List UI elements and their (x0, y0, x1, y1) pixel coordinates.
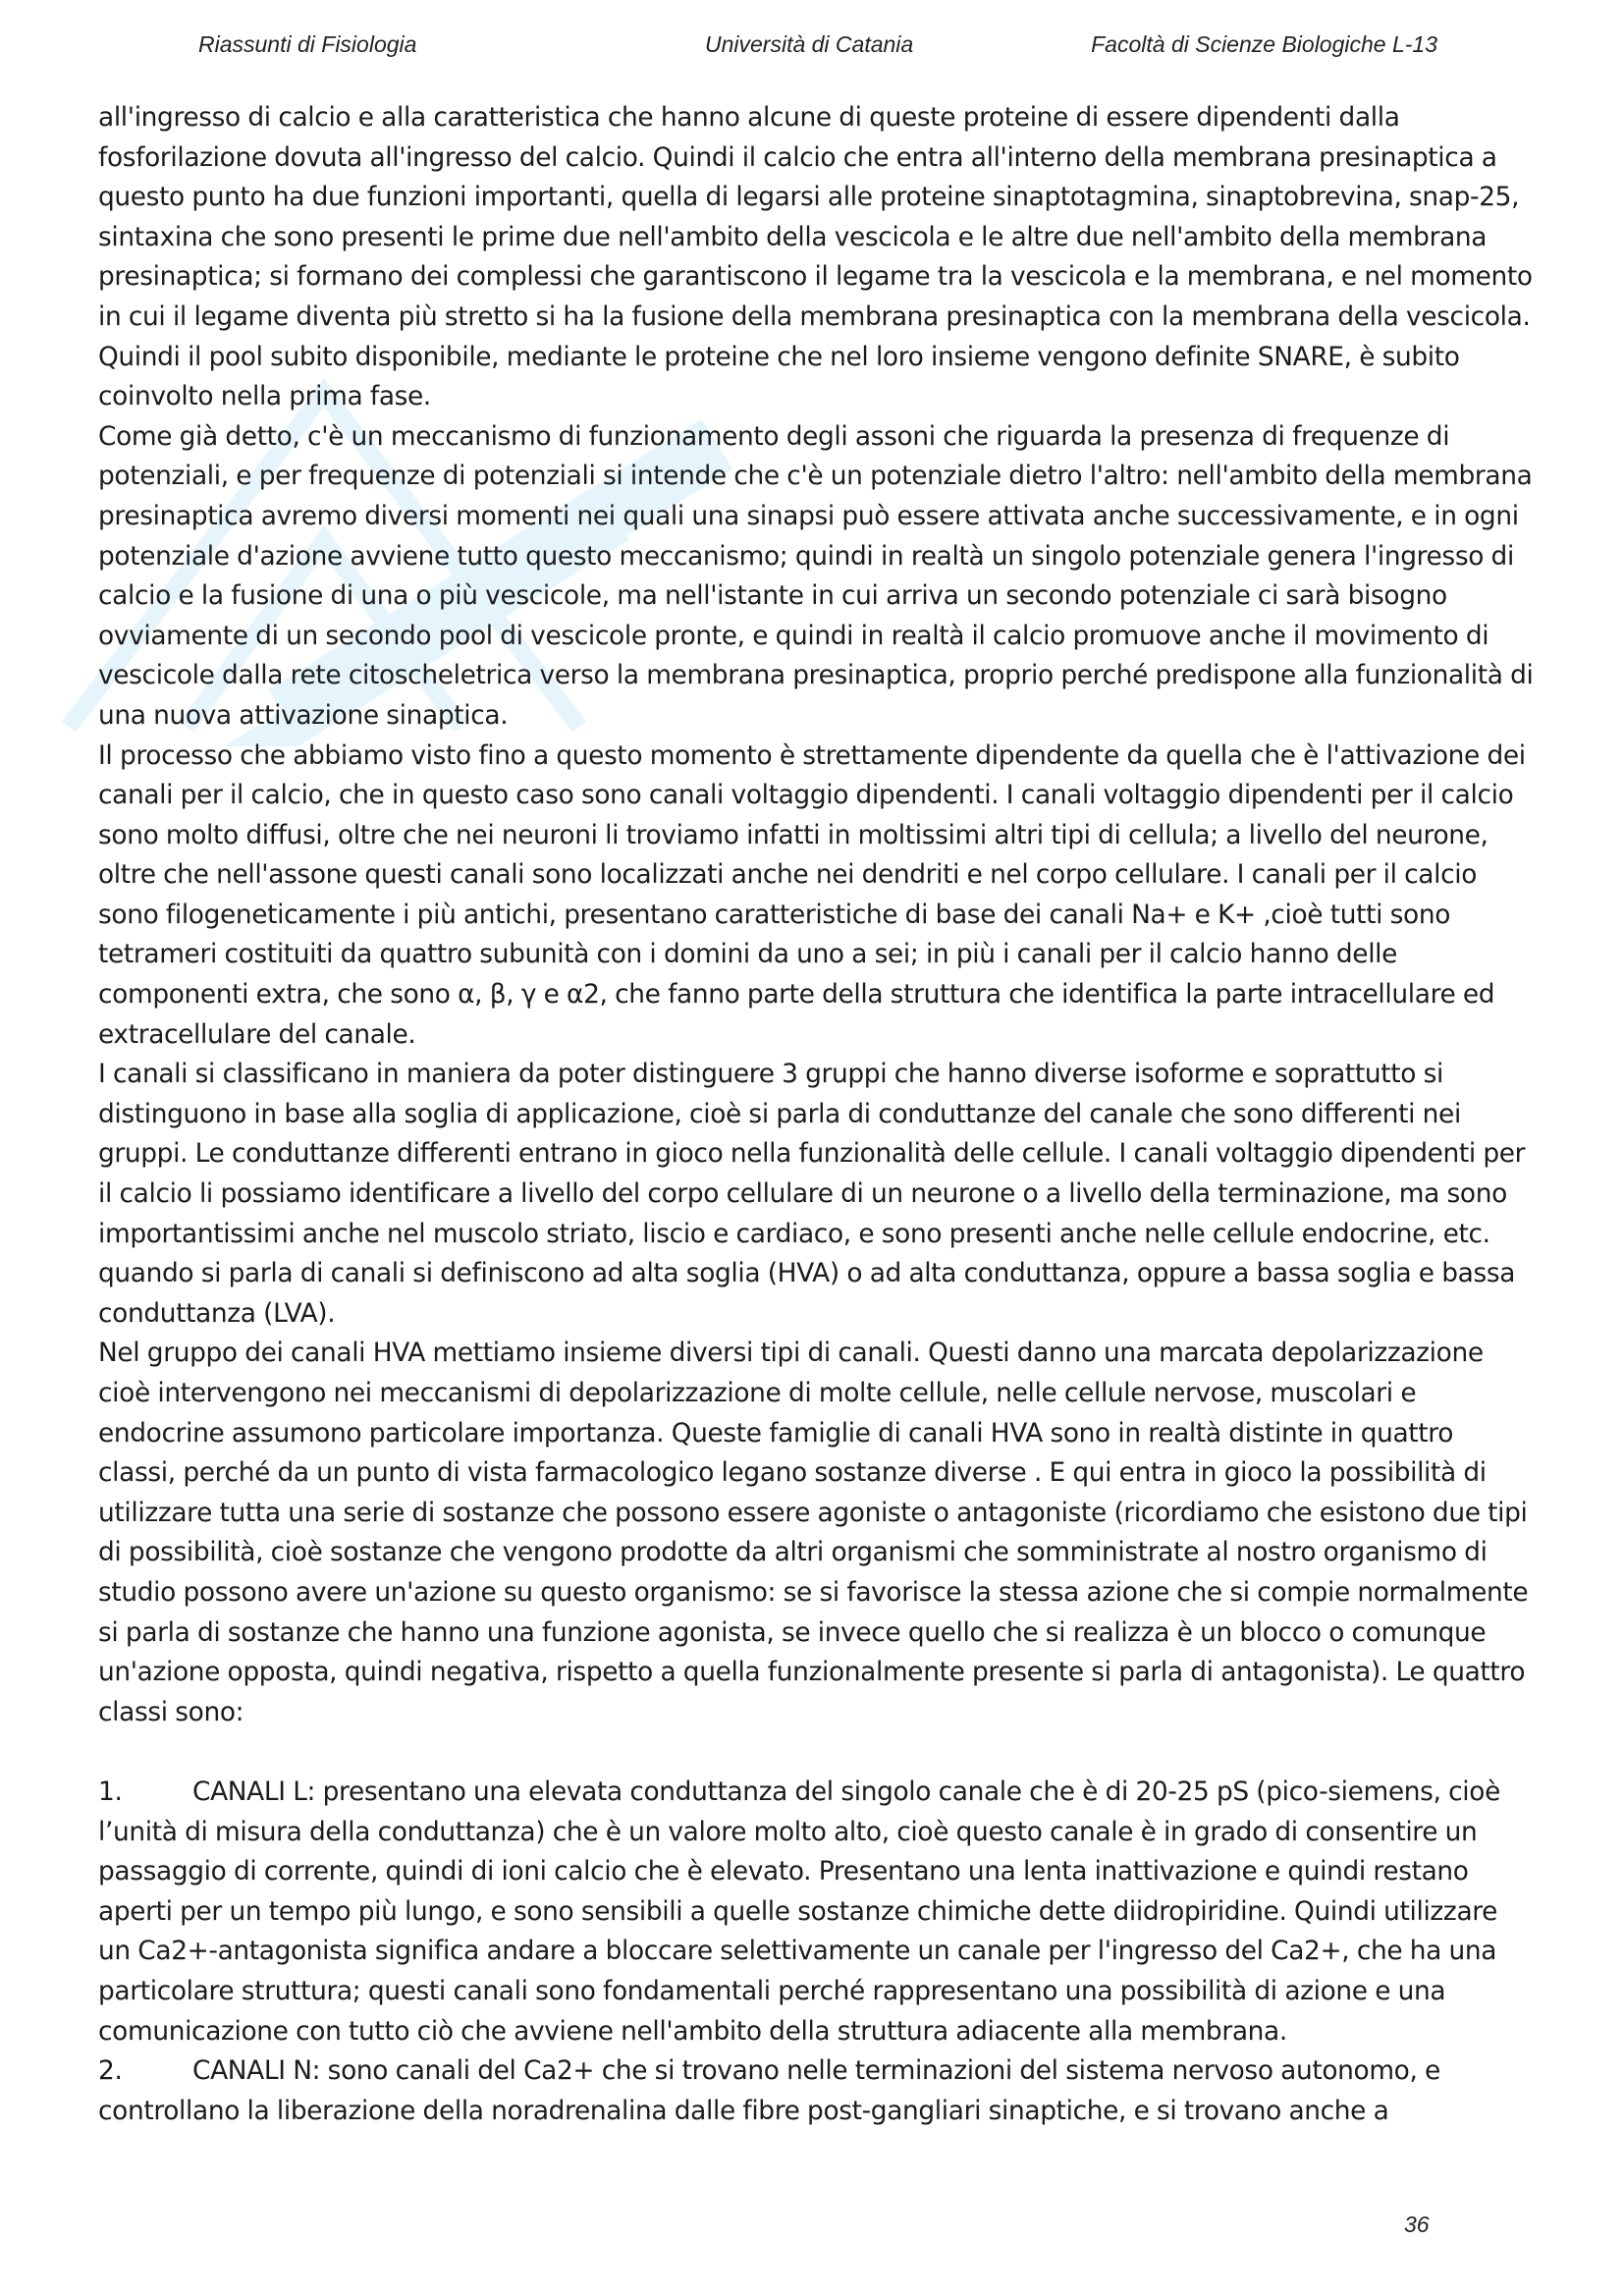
header-faculty: Facoltà di Scienze Biologiche L-13 (1091, 31, 1437, 57)
header-course-title: Riassunti di Fisiologia (198, 31, 417, 57)
page-number: 36 (1404, 2212, 1430, 2237)
list-item-number: 2. (98, 2055, 123, 2087)
paragraph: all'ingresso di calcio e alla caratteristica che hanno alcune di queste proteine di essere dipendenti dalla fosforilazione dovuta all'ingresso del calcio. Quindi il calcio che entra all'interno della membrana presinaptica a questo punto ha due funzioni importanti, quella di legarsi alle proteine sinaptotagmina, sinaptobrevina, snap-25, sintaxina che sono presenti le prime due nell'ambito della vescicola e le altre due nell'ambito della membrana presinaptica; si formano dei complessi che garantiscono il legame tra la vescicola e la membrana, e nel momento in cui il legame diventa più stretto si ha la fusione della membrana presinaptica con la membrana della vescicola. Quindi il pool subito disponibile, mediante le proteine che nel loro insieme vengono definite SNARE, è subito coinvolto nella prima fase. (98, 102, 1533, 412)
list-item-number: 1. (98, 1776, 123, 1807)
list-item-text: CANALI N: sono canali del Ca2+ che si trovano nelle terminazioni del sistema nervoso autonomo, e controllano la liberazione della noradrenalina dalle fibre post-gangliari sinaptiche, e si trovano anche a (98, 2055, 1440, 2126)
list-item-text: CANALI L: presentano una elevata conduttanza del singolo canale che è di 20-25 pS (pico-siemens, cioè l’unità di misura della conduttanza) che è un valore molto alto, cioè questo canale è in grado di consentire un passaggio di corrente, quindi di ioni calcio che è elevato. Presentano una lenta inattivazione e quindi restano aperti per un tempo più lungo, e sono sensibili a quelle sostanze chimiche dette diidropiridine. Quindi utilizzare un Ca2+-antagonista significa andare a bloccare selettivamente un canale per l'ingresso del Ca2+, che ha una particolare struttura; questi canali sono fondamentali perché rappresentano una possibilità di azione e una comunicazione con tutto ciò che avviene nell'ambito della struttura adiacente alla membrana. (98, 1776, 1500, 2047)
paragraph: Nel gruppo dei canali HVA mettiamo insieme diversi tipi di canali. Questi danno una marcata depolarizzazione cioè intervengono nei meccanismi di depolarizzazione di molte cellule, nelle cellule nervose, muscolari e endocrine assumono particolare importanza. Queste famiglie di canali HVA sono in realtà distinte in quattro classi, perché da un punto di vista farmacologico legano sostanze diverse . E qui entra in gioco la possibilità di utilizzare tutta una serie di sostanze che possono essere agoniste o antagoniste (ricordiamo che esistono due tipi di possibilità, cioè sostanze che vengono prodotte da altri organismi che somministrate al nostro organismo di studio possono avere un'azione su questo organismo: se si favorisce la stessa azione che si compie normalmente si parla di sostanze che hanno una funzione agonista, se invece quello che si realizza è un blocco o comunque un'azione opposta, quindi negativa, rispetto a quella funzionalmente presente si parla di antagonista). Le quattro classi sono: (98, 1338, 1529, 1727)
paragraph: Il processo che abbiamo visto fino a questo momento è strettamente dipendente da quella che è l'attivazione dei canali per il calcio, che in questo caso sono canali voltaggio dipendenti. I canali voltaggio dipendenti per il calcio sono molto diffusi, oltre che nei neuroni li troviamo infatti in moltissimi altri tipi di cellula; a livello del neurone, oltre che nell'assone questi canali sono localizzati anche nei dendriti e nel corpo cellulare. I canali per il calcio sono filogeneticamente i più antichi, presentano caratteristiche di base dei canali Na+ e K+ ,cioè tutti sono tetrameri costituiti da quattro subunità con i domini da uno a sei; in più i canali per il calcio hanno delle componenti extra, che sono α, β, γ e α2, che fanno parte della struttura che identifica la parte intracellulare ed extracellulare del canale. (98, 739, 1526, 1050)
list-item (98, 2051, 1534, 2131)
paragraph: Come già detto, c'è un meccanismo di funzionamento degli assoni che riguarda la presenza di frequenze di potenziali, e per frequenze di potenziali si intende che c'è un potenziale dietro l'altro: nell'ambito della membrana presinaptica avremo diversi momenti nei quali una sinapsi può essere attivata anche successivamente, e in ogni potenziale d'azione avviene tutto questo meccanismo; quindi in realtà un singolo potenziale genera l'ingresso di calcio e la fusione di una o più vescicole, ma nell'istante in cui arriva un secondo potenziale ci sarà bisogno ovviamente di un secondo pool di vescicole pronte, e quindi in realtà il calcio promuove anche il movimento di vescicole dalla rete citoscheletrica verso la membrana presinaptica, proprio perché predispone alla funzionalità di una nuova attivazione sinaptica. (98, 420, 1534, 731)
document-body (98, 98, 1534, 2131)
paragraph: I canali si classificano in maniera da poter distinguere 3 gruppi che hanno diverse isoforme e soprattutto si distinguono in base alla soglia di applicazione, cioè si parla di conduttanze del canale che sono differenti nei gruppi. Le conduttanze differenti entrano in gioco nella funzionalità delle cellule. I canali voltaggio dipendenti per il calcio li possiamo identificare a livello del corpo cellulare di un neurone o a livello della terminazione, ma sono importantissimi anche nel muscolo striato, liscio e cardiaco, e sono presenti anche nelle cellule endocrine, etc. quando si parla di canali si definiscono ad alta soglia (HVA) o ad alta conduttanza, oppure a bassa soglia e bassa conduttanza (LVA). (98, 1059, 1526, 1329)
list-item (98, 1773, 1534, 2051)
header-university: Università di Catania (705, 31, 914, 57)
page-header (198, 31, 1437, 61)
